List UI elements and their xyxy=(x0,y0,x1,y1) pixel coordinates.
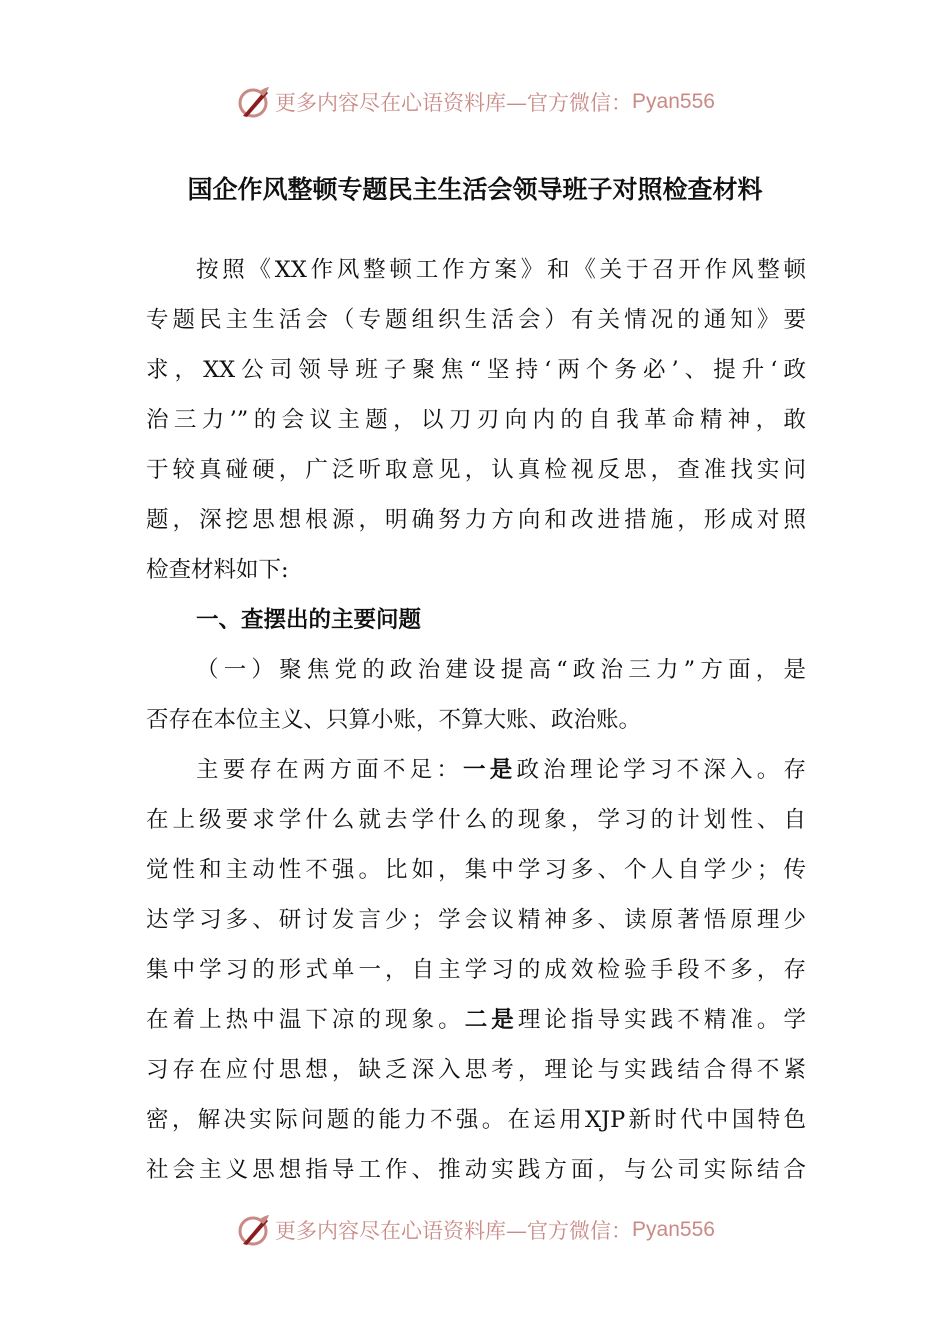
paragraph-line: 觉性和主动性不强。比如，集中学习多、个人自学少；传 xyxy=(146,857,806,883)
watermark-text: 更多内容尽在心语资料库—官方微信： xyxy=(275,1219,633,1243)
watermark-text: 更多内容尽在心语资料库—官方微信： xyxy=(275,91,633,115)
quill-logo-icon xyxy=(235,1212,271,1248)
line-segment: 主要存在两方面不足： xyxy=(196,757,464,783)
paragraph-line: 在上级要求学什么就去学什么的现象，学习的计划性、自 xyxy=(146,807,806,833)
bold-marker: 二是 xyxy=(464,1007,518,1033)
paragraph-line: 于较真碰硬，广泛听取意见，认真检视反思，查准找实问 xyxy=(146,457,806,483)
paragraph-line: 集中学习的形式单一，自主学习的成效检验手段不多，存 xyxy=(146,957,806,983)
paragraph-line: 按照《XX作风整顿工作方案》和《关于召开作风整顿 xyxy=(196,257,806,283)
paragraph-line: （一）聚焦党的政治建设提高“政治三力”方面，是 xyxy=(196,657,806,683)
paragraph-line: 密，解决实际问题的能力不强。在运用XJP新时代中国特色 xyxy=(146,1107,806,1133)
quill-logo-icon xyxy=(235,84,271,120)
line-segment: 理论指导实践不精准。学 xyxy=(517,1007,806,1033)
paragraph-line: 求，XX公司领导班子聚焦“坚持‘两个务必’、提升‘政 xyxy=(146,357,806,383)
paragraph-line: 社会主义思想指导工作、推动实践方面，与公司实际结合 xyxy=(146,1157,806,1183)
section-heading: 一、查摆出的主要问题 xyxy=(196,607,422,633)
line-segment: 政治理论学习不深入。存 xyxy=(516,757,806,783)
paragraph-line: 检查材料如下: xyxy=(146,557,289,583)
paragraph-line: 达学习多、研讨发言少；学会议精神多、读原著悟原理少 xyxy=(146,907,806,933)
paragraph-line: 否存在本位主义、只算小账，不算大账、政治账。 xyxy=(146,707,642,733)
paragraph-line: 题，深挖思想根源，明确努力方向和改进措施，形成对照 xyxy=(146,507,806,533)
paragraph-line: 习存在应付思想，缺乏深入思考，理论与实践结合得不紧 xyxy=(146,1057,806,1083)
watermark-banner-bottom xyxy=(0,1210,950,1250)
document-title: 国企作风整顿专题民主生活会领导班子对照检查材料 xyxy=(187,175,763,204)
paragraph-line xyxy=(146,745,806,795)
bold-marker: 一是 xyxy=(463,757,517,783)
watermark-id: Pyan556 xyxy=(632,90,715,113)
document-body xyxy=(146,245,806,1195)
line-segment: 在着上热中温下凉的现象。 xyxy=(146,1007,465,1033)
paragraph-line xyxy=(146,995,806,1045)
watermark-banner-top xyxy=(0,82,950,122)
watermark-id: Pyan556 xyxy=(632,1218,715,1241)
paragraph-line: 专题民主生活会（专题组织生活会）有关情况的通知》要 xyxy=(146,307,806,333)
paragraph-line: 治三力’”的会议主题，以刀刃向内的自我革命精神，敢 xyxy=(146,407,806,433)
